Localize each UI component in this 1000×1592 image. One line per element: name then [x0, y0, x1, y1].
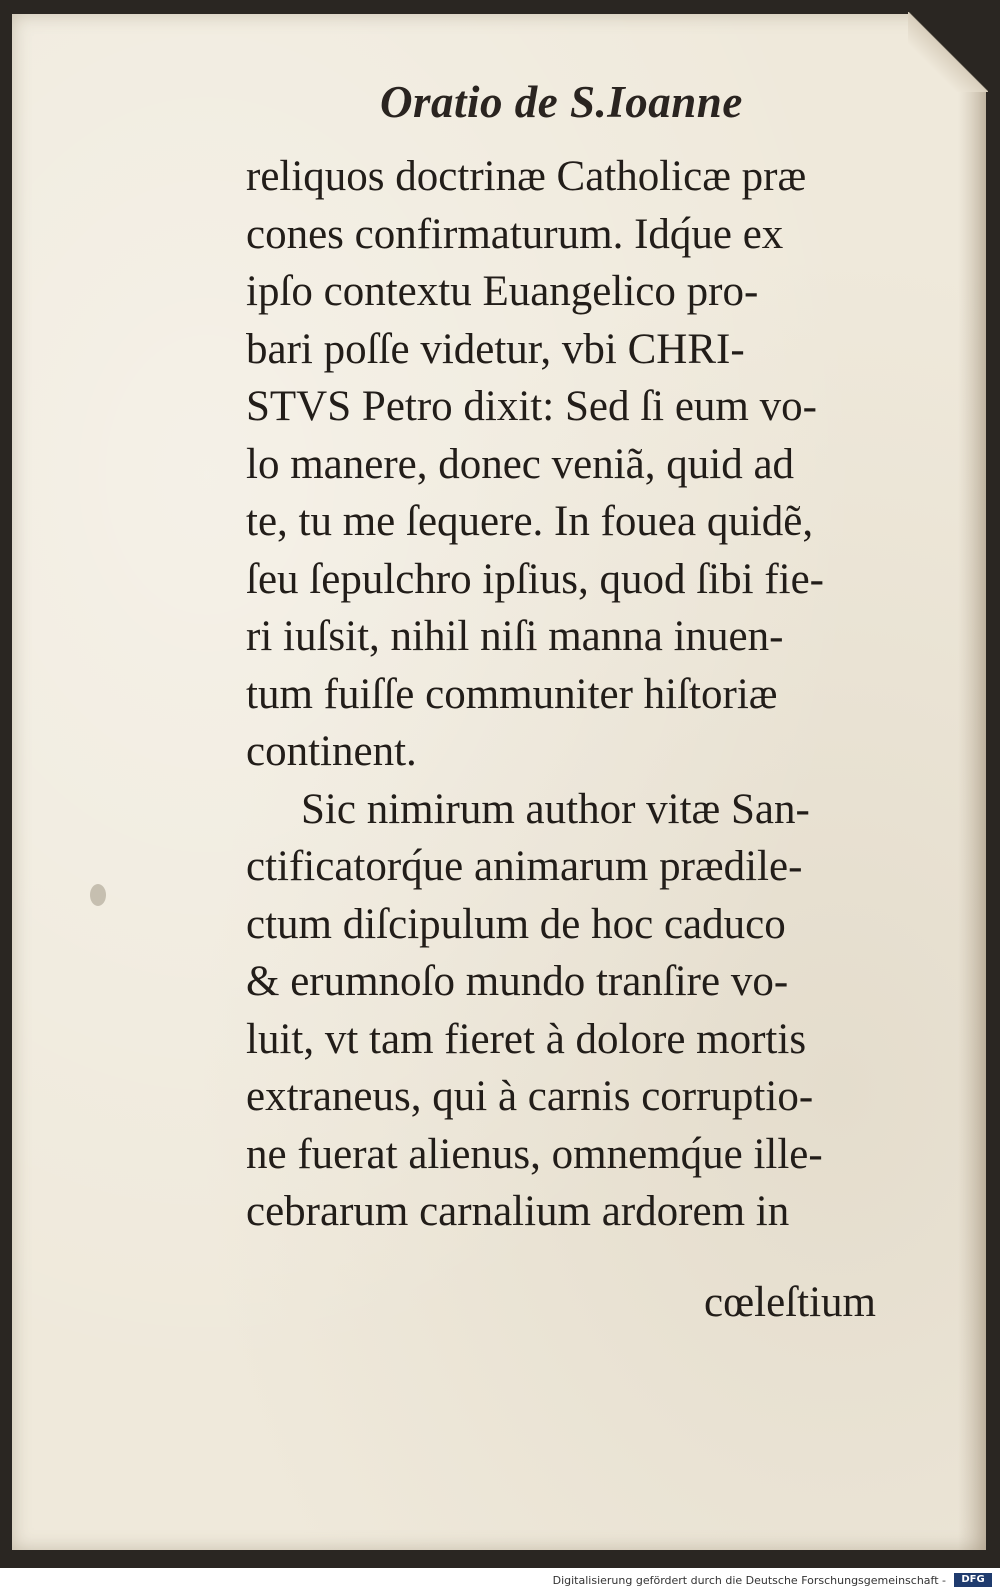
folded-corner [908, 12, 988, 92]
text-line: tum fuiſſe communiter hiſtoriæ [246, 670, 778, 718]
text-line: continent. [246, 728, 417, 775]
page-edge-shadow [958, 74, 986, 1550]
text-line: cones confirmaturum. Idq́ue ex [246, 210, 784, 258]
text-line: STVS Petro dixit: Sed ſi eum vo- [246, 383, 817, 430]
body-text [246, 148, 946, 1241]
text-line: ſeu ſepulchro ipſius, quod ſibi fie- [246, 555, 825, 603]
text-line: ctificatorq́ue animarum prædile- [246, 843, 803, 890]
text-line: cebrarum carnalium ardorem in [246, 1188, 790, 1235]
text-line: extraneus, qui à carnis corruptio- [246, 1073, 814, 1120]
funding-credit: Digitalisierung gefördert durch die Deutsche Forschungsgemeinschaft - [552, 1574, 946, 1587]
text-line: te, tu me ſequere. In fouea quidẽ, [246, 498, 814, 545]
text-line: bari poſſe videtur, vbi CHRI- [246, 325, 745, 373]
text-line: & erumnoſo mundo tranſire vo- [246, 958, 789, 1005]
dfg-logo: DFG [954, 1573, 992, 1587]
text-line: ri iuſsit, nihil niſi manna inuen- [246, 613, 784, 660]
text-line: ipſo contextu Euangelico pro- [246, 268, 759, 315]
text-line: ne fuerat alienus, omnemq́ue ille- [246, 1130, 823, 1178]
text-line: ctum diſcipulum de hoc caduco [246, 900, 786, 948]
text-line: reliquos doctrinæ Catholicæ præ [246, 153, 807, 200]
paper-stain [90, 884, 106, 906]
text-line: lo manere, donec veniã, quid ad [246, 440, 795, 488]
paragraph-start-line: Sic nimirum author vitæ San- [301, 785, 810, 833]
running-head: Oratio de S.Ioanne [380, 77, 743, 127]
text-line: luit, vt tam fieret à dolore mortis [246, 1015, 807, 1063]
catchword: cœleſtium [704, 1279, 876, 1326]
